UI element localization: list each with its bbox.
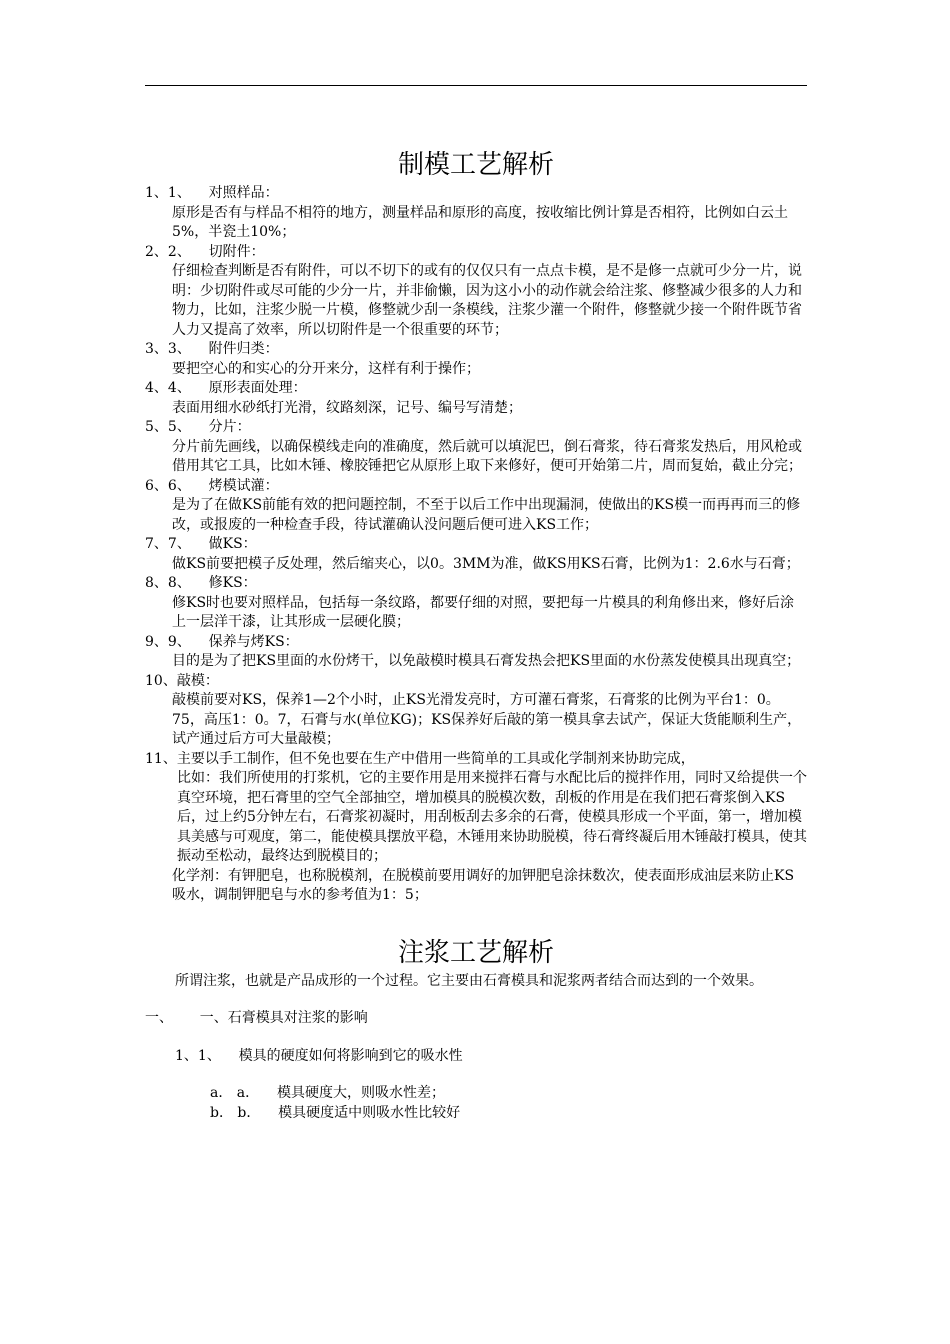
doc2-intro: 所谓注浆，也就是产品成形的一个过程。它主要由石膏模具和泥浆两者结合而达到的一个效果。 bbox=[175, 972, 763, 989]
doc2-subitem-a: a． a． 模具硬度大，则吸水性差； bbox=[210, 1085, 445, 1101]
item-body: 分片前先画线，以确保模线走向的准确度，然后就可以填泥巴，倒石膏浆，待石膏浆发热后，用风枪或借用其它工具，比如木锤、橡胶锤把它从原形上取下来修好，便可开始第二片，周而复始，截止分完； bbox=[172, 438, 802, 474]
doc2-section-1: 一、 一、石膏模具对注浆的影响 bbox=[145, 1010, 368, 1026]
item-body: 要把空心的和实心的分开来分，这样有利于操作； bbox=[172, 360, 480, 377]
item-body: 目的是为了把KS里面的水份烤干，以免敲模时模具石膏发热会把KS里面的水份蒸发使模具出现真空； bbox=[172, 653, 801, 669]
item-body: 做KS前要把模子反处理，然后缩夹心，以0。3MM为准，做KS用KS石膏，比例为1：2.6水与石膏； bbox=[172, 555, 800, 572]
doc1-item-6 bbox=[145, 477, 807, 536]
item-heading: 3、3、 附件归类： bbox=[145, 341, 279, 357]
item-body: 原形是否有与样品不相符的地方，测量样品和原形的高度，按收缩比例计算是否相符，比例如白云土5%，半瓷土10%； bbox=[172, 204, 788, 240]
doc2-subitem-b: b． b． 模具硬度适中则吸水性比较好 bbox=[210, 1104, 461, 1121]
item-heading: 8、8、 修KS： bbox=[145, 575, 257, 591]
item-body: 表面用细水砂纸打光滑，纹路刻深，记号、编号写清楚； bbox=[172, 399, 522, 416]
item-heading: 10、敲模： bbox=[145, 672, 219, 689]
doc1-item-1 bbox=[145, 184, 807, 243]
doc1-item-8 bbox=[145, 574, 807, 633]
chemical-note: 化学剂：有钾肥皂，也称脱模剂，在脱模前要用调好的加钾肥皂涂抹数次，使表面形成油层来防止KS吸水，调制钾肥皂与水的参考值为1：5； bbox=[172, 867, 795, 903]
doc1-item-3 bbox=[145, 340, 807, 379]
item-heading: 11、主要以手工制作，但不免也要在生产中借用一些简单的工具或化学制剂来协助完成， bbox=[145, 750, 695, 767]
item-body: 敲模前要对KS，保养1—2个小时，止KS光滑发亮时，方可灌石膏浆，石膏浆的比例为平台1：0。75，高压1：0。7，石膏与水(单位KG)；KS保养好后敲的第一模具拿去试产，保证大货能顺利生产，试产通过后方可大量敲模； bbox=[172, 692, 802, 747]
document-body bbox=[145, 148, 807, 1123]
doc1-item-4 bbox=[145, 379, 807, 418]
item-body: 比如：我们所使用的打浆机，它的主要作用是用来搅拌石膏与水配比后的搅拌作用，同时又给提供一个真空环境，把石膏里的空气全部抽空，增加模具的脱模次数，刮板的作用是在我们把石膏浆倒入KS后，过上约5分钟左右，石膏浆初凝时，用刮板刮去多余的石膏，使模具形成一个平面，第一，增加模具美感与可观度，第二，能使模具摆放平稳，木锤用来协助脱模，待石膏终凝后用木锤敲打模具，使其振动至松动，最终达到脱模目的； bbox=[177, 770, 807, 864]
doc2-subsection-1: 1、1、 模具的硬度如何将影响到它的吸水性 bbox=[175, 1047, 463, 1064]
item-body: 是为了在做KS前能有效的把问题控制，不至于以后工作中出现漏洞，使做出的KS模一而再再而三的修改，或报废的一种检查手段，待试灌确认没问题后便可进入KS工作； bbox=[172, 497, 801, 533]
doc1-item-7 bbox=[145, 535, 807, 574]
item-heading: 1、1、 对照样品： bbox=[145, 185, 279, 201]
doc2-title: 注浆工艺解析 bbox=[397, 937, 554, 968]
item-heading: 9、9、 保养与烤KS： bbox=[145, 633, 299, 650]
doc1-item-9 bbox=[145, 633, 807, 672]
item-body: 修KS时也要对照样品，包括每一条纹路，都要仔细的对照，要把每一片模具的利角修出来，修好后涂上一层洋干漆，让其形成一层硬化膜； bbox=[172, 594, 795, 630]
doc1-item-5 bbox=[145, 418, 807, 477]
doc1-item-10 bbox=[145, 672, 807, 750]
item-body: 仔细检查判断是否有附件，可以不切下的或有的仅仅只有一点点卡模，是不是修一点就可少分一片，说明：少切附件或尽可能的少分一片，并非偷懒，因为这小小的动作就会给注浆、修整减少很多的人力和物力，比如，注浆少脱一片模，修整就少刮一条模线，注浆少灌一个附件，修整就少接一个附件既节省人力又提高了效率，所以切附件是一个很重要的环节； bbox=[172, 263, 802, 338]
header-rule bbox=[145, 85, 807, 86]
item-heading: 4、4、 原形表面处理： bbox=[145, 380, 307, 396]
item-heading: 7、7、 做KS： bbox=[145, 536, 257, 552]
item-heading: 5、5、 分片： bbox=[145, 419, 251, 435]
doc1-item-11 bbox=[145, 750, 807, 906]
item-heading: 2、2、 切附件： bbox=[145, 243, 265, 260]
item-heading: 6、6、 烤模试灌： bbox=[145, 477, 279, 494]
doc1-title: 制模工艺解析 bbox=[397, 150, 554, 180]
doc1-item-2 bbox=[145, 243, 807, 341]
